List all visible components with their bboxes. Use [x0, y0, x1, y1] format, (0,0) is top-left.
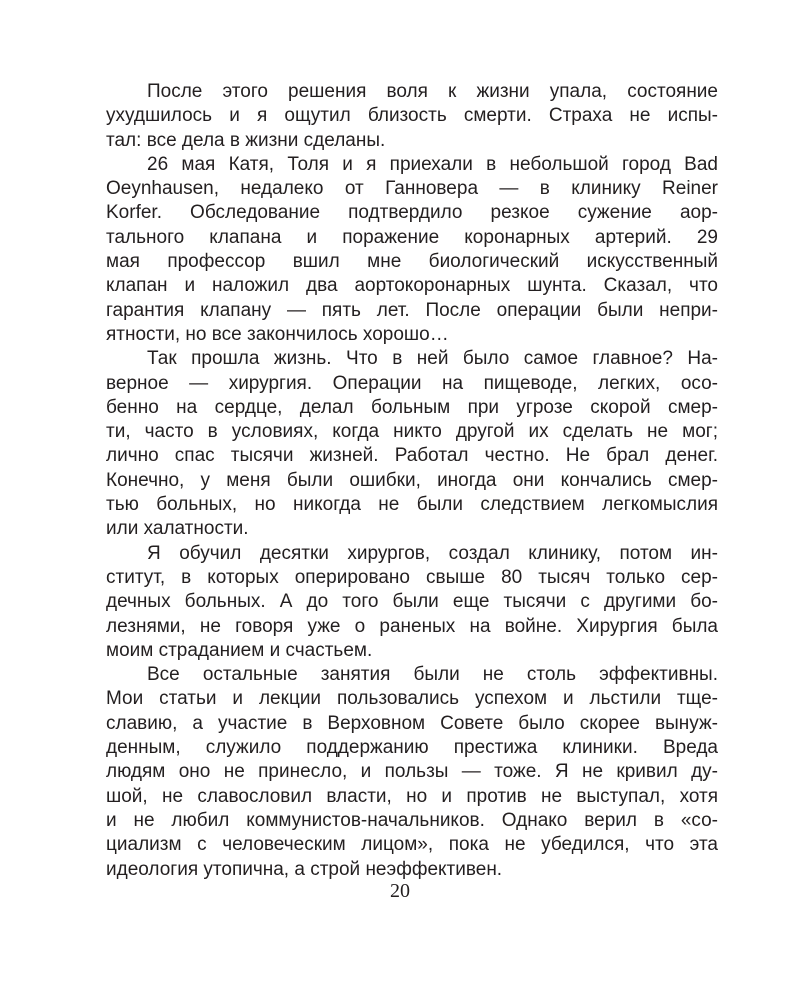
text-line: циализм с человеческим лицом», пока не убедился, что эта — [106, 834, 718, 856]
text-line: бенно на сердце, делал больным при угрозе скорой смер- — [106, 396, 718, 418]
text-line: людям оно не принесло, и пользы — тоже. Я не кривил ду- — [106, 761, 718, 783]
text-line: тального клапана и поражение коронарных артерий. 29 — [106, 226, 718, 248]
text-line: лично спас тысячи жизней. Работал честно. Не брал денег. — [106, 445, 718, 467]
paragraph-1 — [106, 80, 718, 153]
text-line: верное — хирургия. Операции на пищеводе, легких, осо- — [106, 372, 718, 394]
text-line: После этого решения воля к жизни упала, состояние — [147, 81, 718, 102]
text-line: славию, а участие в Верховном Совете было скорее вынуж- — [106, 712, 718, 734]
text-line: ятности, но все закончилось хорошо… — [106, 323, 449, 345]
paragraph-5 — [106, 663, 718, 882]
text-line: лезнями, не говоря уже о раненых на войне. Хирургия была — [106, 615, 718, 637]
text-line: ститут, в которых оперировано свыше 80 тысяч только сер- — [106, 566, 718, 588]
text-line: Конечно, у меня были ошибки, иногда они кончались смер- — [106, 469, 718, 491]
page-number: 20 — [390, 880, 410, 902]
paragraph-3 — [106, 347, 718, 541]
text-line: моим страданием и счастьем. — [106, 639, 373, 661]
page-body — [106, 80, 718, 882]
text-line: тал: все дела в жизни сделаны. — [106, 129, 386, 151]
text-line: дечных больных. А до того были еще тысячи с другими бо- — [106, 591, 718, 613]
text-line: Korfer. Обследование подтвердило резкое сужение аор- — [106, 202, 718, 224]
text-line: ти, часто в условиях, когда никто другой их сделать не мог; — [106, 421, 718, 443]
text-line: и не любил коммунистов-начальников. Однако верил в «со- — [106, 809, 718, 831]
text-line: Я обучил десятки хирургов, создал клинику, потом ин- — [147, 542, 718, 564]
text-line: гарантия клапану — пять лет. После операции были непри- — [106, 299, 718, 321]
text-line: 26 мая Катя, Толя и я приехали в небольшой город Bad — [147, 153, 718, 175]
text-line: денным, служило поддержанию престижа клиники. Вреда — [106, 737, 718, 759]
paragraph-2 — [106, 153, 718, 347]
text-line: мая профессор вшил мне биологический искусственный — [106, 251, 718, 273]
text-line: ухудшилось и я ощутил близость смерти. Страха не испы- — [106, 105, 718, 127]
text-line: идеология утопична, а строй неэффективен. — [106, 858, 503, 880]
text-line: Все остальные занятия были не столь эффективны. — [147, 664, 718, 686]
text-line: шой, не славословил власти, но и против не выступал, хотя — [106, 785, 718, 807]
text-line: Так прошла жизнь. Что в ней было самое главное? На- — [147, 348, 718, 370]
text-line: тью больных, но никогда не были следствием легкомыслия — [106, 494, 718, 516]
text-line: клапан и наложил два аортокоронарных шунта. Сказал, что — [106, 275, 718, 297]
paragraph-4 — [106, 542, 718, 663]
text-line: Oeynhausen, недалеко от Ганновера — в клинику Reiner — [106, 178, 718, 200]
text-line: или халатности. — [106, 518, 249, 540]
text-line: Мои статьи и лекции пользовались успехом и льстили тще- — [106, 688, 718, 710]
